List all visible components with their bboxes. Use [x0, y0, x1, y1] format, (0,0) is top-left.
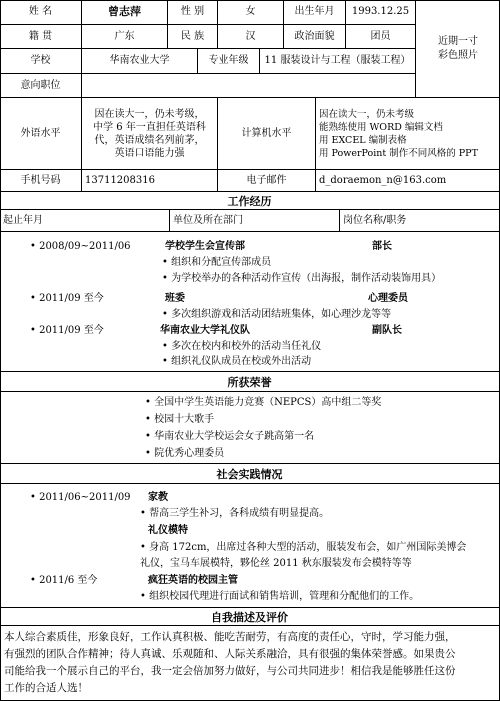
english-label: 外语水平 — [0, 98, 82, 170]
practice-entry-1-title: 家教 — [148, 492, 168, 503]
practice-entry-3-date: • 2011/6 至今 — [30, 575, 98, 586]
honor-item-3: • 华南农业大学校运会女子跳高第一名 — [145, 431, 315, 442]
computer-line-2: 能熟练使用 WORD 编辑文档 — [319, 121, 443, 133]
name-label: 姓 名 — [0, 0, 82, 25]
practice-section-title: 社会实践情况 — [0, 464, 500, 484]
row-contact — [0, 170, 500, 192]
ethnic-value: 汉 — [218, 25, 284, 49]
honor-item-2: • 校园十大歌手 — [145, 414, 215, 425]
work-entry-2-date: • 2011/09 至今 — [30, 293, 104, 304]
selfeval-line-3: 司能给我一个展示自己的平台，我一定会倍加努力做好，与公司共同进步！相信我是能够胜任这份 — [4, 665, 456, 677]
work-entry-2-org: 班委 — [165, 293, 185, 304]
work-entry-2-role: 心理委员 — [368, 293, 408, 304]
practice-body — [0, 484, 500, 608]
selfeval-section-title: 自我描述及评价 — [0, 608, 500, 626]
english-line-1: 因在读大一，仍未考级， — [94, 108, 205, 120]
work-entry-1-item-2: • 为学校举办的各种活动作宣传（出海报，制作活动装饰用具） — [162, 273, 442, 284]
gender-value: 女 — [218, 0, 284, 25]
phone-label: 手机号码 — [0, 170, 82, 192]
work-col-unit: 单位及所在部门 — [170, 210, 340, 232]
email-label: 电子邮件 — [218, 170, 316, 192]
work-entry-3-date: • 2011/09 至今 — [30, 325, 104, 336]
work-entry-3-role: 副队长 — [372, 325, 402, 336]
selfeval-line-1: 本人综合素质佳，形象良好，工作认真积极、能吃苦耐劳，有高度的责任心，守时，学习能力强， — [4, 631, 456, 643]
dob-label: 出生年月 — [284, 0, 346, 25]
political-value: 团员 — [346, 25, 416, 49]
work-col-start: 起止年月 — [0, 210, 170, 232]
phone-value: 13711208316 — [82, 170, 218, 192]
practice-entry-1-date: • 2011/06~2011/09 — [30, 492, 131, 503]
email-value: d_doraemon_n@163.com — [316, 170, 500, 192]
work-col-post: 岗位名称/职务 — [340, 210, 500, 232]
work-entry-1-role: 部长 — [372, 241, 392, 252]
dob-value: 1993.12.25 — [346, 0, 416, 25]
row-origin — [0, 25, 500, 49]
practice-entry-2-item-1: • 身高 172cm，出席过各种大型的活动，服装发布会，如广州国际美博会 — [140, 542, 467, 553]
english-line-2: 中学 6 年一直担任英语科 — [93, 121, 206, 133]
honor-item-1: • 全国中学生英语能力竞赛（NEPCS）高中组二等奖 — [145, 397, 382, 408]
work-entry-3-org: 华南农业大学礼仪队 — [160, 325, 250, 336]
english-line-3: 代，英语成绩名列前茅， — [94, 134, 205, 146]
practice-entry-3-title: 疯狂英语的校园主管 — [148, 575, 238, 586]
selfeval-body — [0, 626, 500, 701]
computer-line-4: 用 PowerPoint 制作不同风格的 PPT — [319, 147, 478, 159]
work-entry-3-item-1: • 多次在校内和校外的活动当任礼仪 — [162, 341, 322, 352]
honors-section-title: 所获荣誉 — [0, 372, 500, 392]
computer-line-1: 因在读大一，仍未考级 — [319, 108, 415, 120]
origin-label: 籍 贯 — [0, 25, 82, 49]
practice-entry-2-item-2: 礼仪，宝马车展模特，夥伦丝 2011 秋东服装发布会模特等等 — [140, 558, 412, 569]
photo-text-line2: 彩色照片 — [438, 49, 478, 61]
english-detail — [82, 98, 218, 170]
row-skills — [0, 98, 500, 170]
practice-entry-1-item-1: • 帮高三学生补习，各科成绩有明显提高。 — [140, 508, 330, 519]
honor-item-4: • 院优秀心理委员 — [145, 448, 225, 459]
school-label: 学校 — [0, 49, 82, 74]
work-entry-1-item-1: • 组织和分配宣传部成员 — [162, 257, 272, 268]
political-label: 政治面貌 — [284, 25, 346, 49]
major-value: 11 服装设计与工程（服装工程） — [260, 49, 416, 74]
practice-entry-2-title: 礼仪模特 — [148, 525, 188, 536]
origin-value: 广东 — [82, 25, 168, 49]
work-body — [0, 232, 500, 372]
major-label: 专业年级 — [198, 49, 260, 74]
school-value: 华南农业大学 — [82, 49, 198, 74]
work-entry-1-org: 学校学生会宣传部 — [165, 241, 245, 252]
work-entry-2-item-1: • 多次组织游戏和活动团结班集体，如心理沙龙等等 — [162, 309, 392, 320]
gender-label: 性 别 — [168, 0, 218, 25]
intent-label: 意向职位 — [0, 74, 82, 98]
work-section-title: 工作经历 — [0, 192, 500, 210]
computer-detail — [316, 98, 500, 170]
work-columns — [0, 210, 500, 232]
honors-body — [0, 392, 500, 464]
work-entry-1-date: • 2008/09~2011/06 — [30, 241, 131, 252]
row-school — [0, 49, 500, 74]
name-value: 曾志萍 — [82, 0, 168, 25]
work-entry-3-item-2: • 组织礼仪队成员在校或外出活动 — [162, 356, 312, 367]
intent-value — [82, 74, 416, 98]
photo-text-line1: 近期一寸 — [438, 36, 478, 47]
selfeval-line-2: 有强烈的团队合作精神；待人真诚、乐观随和、人际关系融洽，具有很强的集体荣誉感。如果贵公 — [4, 648, 456, 660]
ethnic-label: 民 族 — [168, 25, 218, 49]
computer-label: 计算机水平 — [218, 98, 316, 170]
english-line-4: 英语口语能力强 — [114, 147, 185, 159]
practice-entry-3-item-1: • 组织校园代理进行面试和销售培训，管理和分配他们的工作。 — [140, 591, 420, 602]
row-intent — [0, 74, 500, 98]
computer-line-3: 用 EXCEL 编制表格 — [319, 134, 407, 146]
selfeval-line-4: 工作的合适人选！ — [4, 682, 88, 694]
